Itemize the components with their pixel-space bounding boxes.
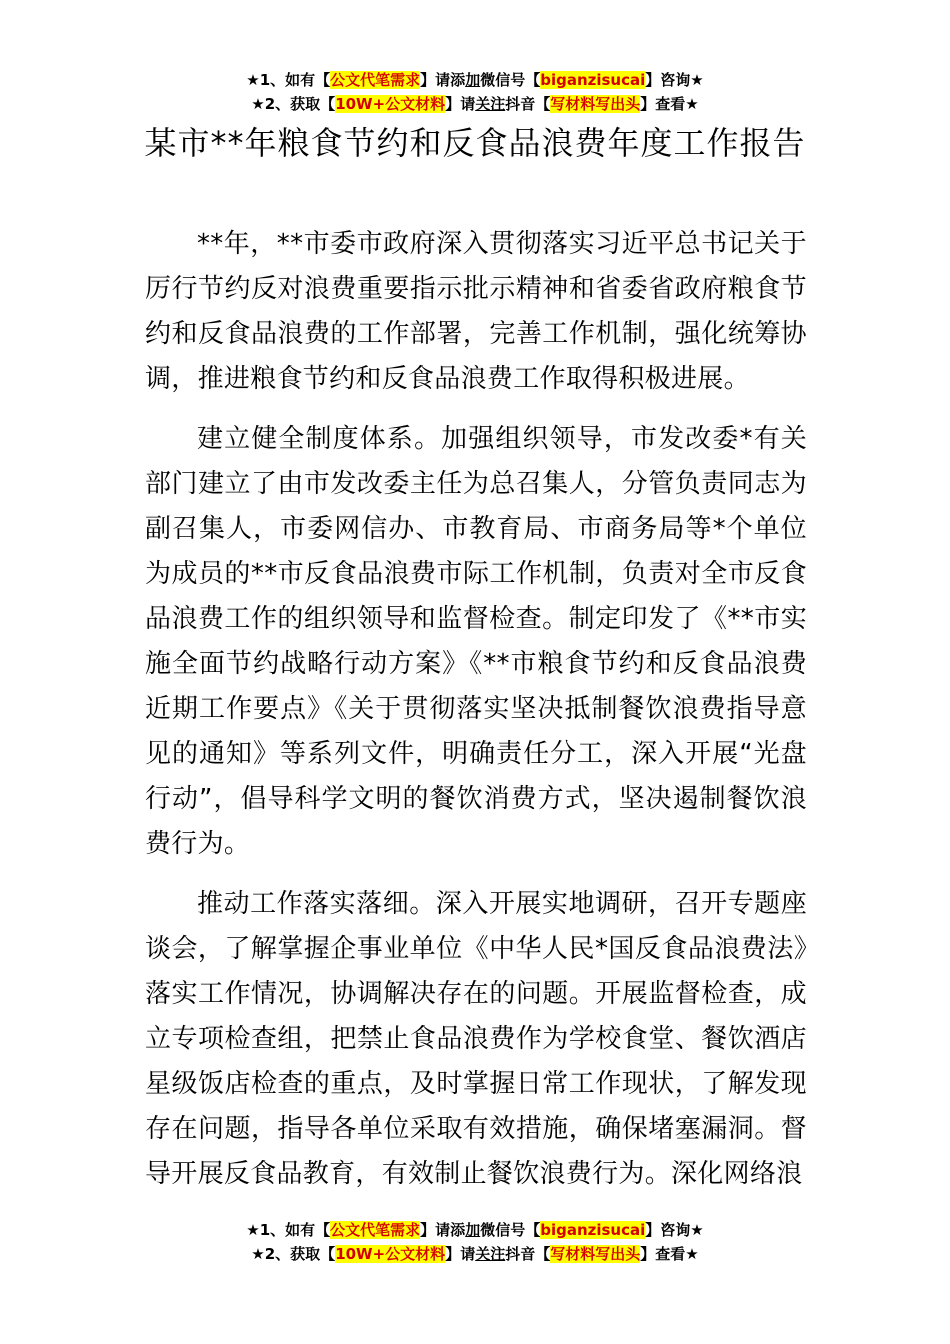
promo-text: ★2、获取【 [251,95,336,113]
promo-text: 微信号【 [480,1221,541,1239]
promo-notice-bottom [0,1218,950,1266]
promo-text: ★2、获取【 [251,1245,336,1263]
promo-highlight-service: 公文代笔需求 [330,1221,421,1239]
promo-text: ★1、如有【 [246,71,331,89]
promo-text: 】查看★ [640,95,699,113]
promo-notice-top [0,68,950,116]
document-title: 某市**年粮食节约和反食品浪费年度工作报告 [144,124,806,162]
promo-text: 】请添 [420,1221,466,1239]
promo-text: 】咨询★ [645,1221,704,1239]
promo-text: 】查看★ [640,1245,699,1263]
promo-line-2 [0,92,950,116]
promo-highlight-service: 公文代笔需求 [330,71,421,89]
promo-line-2 [0,1242,950,1266]
promo-text: 】请添 [420,71,466,89]
promo-text: ★1、如有【 [246,1221,331,1239]
promo-text: 抖音【 [505,95,551,113]
promo-highlight-materials: 10W+公文材料 [335,95,446,113]
promo-underlined-text: 关注 [475,1245,506,1263]
paragraph-intro: **年，**市委市政府深入贯彻落实习近平总书记关于厉行节约反对浪费重要指示批示精神和省委省政府粮食节约和反食品浪费的工作部署，完善工作机制，强化统筹协调，推进粮食节约和反食品浪费工作取得积极进展。 [145,229,807,394]
promo-text: 】请 [445,1245,476,1263]
promo-highlight-douyin-account: 写材料写出头 [550,95,641,113]
promo-highlight-douyin-account: 写材料写出头 [550,1245,641,1263]
promo-underlined-text: 关注 [475,95,506,113]
promo-highlight-materials: 10W+公文材料 [335,1245,446,1263]
promo-text: 】请 [445,95,476,113]
promo-highlight-wechat-id: biganzisucai [540,71,646,89]
paragraph-system-building: 建立健全制度体系。加强组织领导，市发改委*有关部门建立了由市发改委主任为总召集人，分管负责同志为副召集人，市委网信办、市教育局、市商务局等*个单位为成员的**市反食品浪费市际工作机制，负责对全市反食品浪费工作的组织领导和监督检查。制定印发了《**市实施全面节约战略行动方案》《**市粮食节约和反食品浪费近期工作要点》《关于贯彻落实坚决抵制餐饮浪费指导意见的通知》等系列文件，明确责任分工，深入开展“光盘行动”，倡导科学文明的餐饮消费方式，坚决遏制餐饮浪费行为。 [145,424,807,859]
promo-underlined-text: 加 [465,1221,481,1239]
promo-text: 微信号【 [480,71,541,89]
promo-highlight-wechat-id: biganzisucai [540,1221,646,1239]
promo-text: 】咨询★ [645,71,704,89]
paragraph-implementation: 推动工作落实落细。深入开展实地调研，召开专题座谈会，了解掌握企事业单位《中华人民*国反食品浪费法》落实工作情况，协调解决存在的问题。开展监督检查，成立专项检查组，把禁止食品浪费作为学校食堂、餐饮酒店星级饭店检查的重点，及时掌握日常工作现状，了解发现存在问题，指导各单位采取有效措施，确保堵塞漏洞。督导开展反食品教育，有效制止餐饮浪费行为。深化网络浪 [145,889,807,1189]
promo-underlined-text: 加 [465,71,481,89]
document-body [145,222,807,1212]
promo-text: 抖音【 [505,1245,551,1263]
promo-line-1 [0,1218,950,1242]
promo-line-1 [0,68,950,92]
